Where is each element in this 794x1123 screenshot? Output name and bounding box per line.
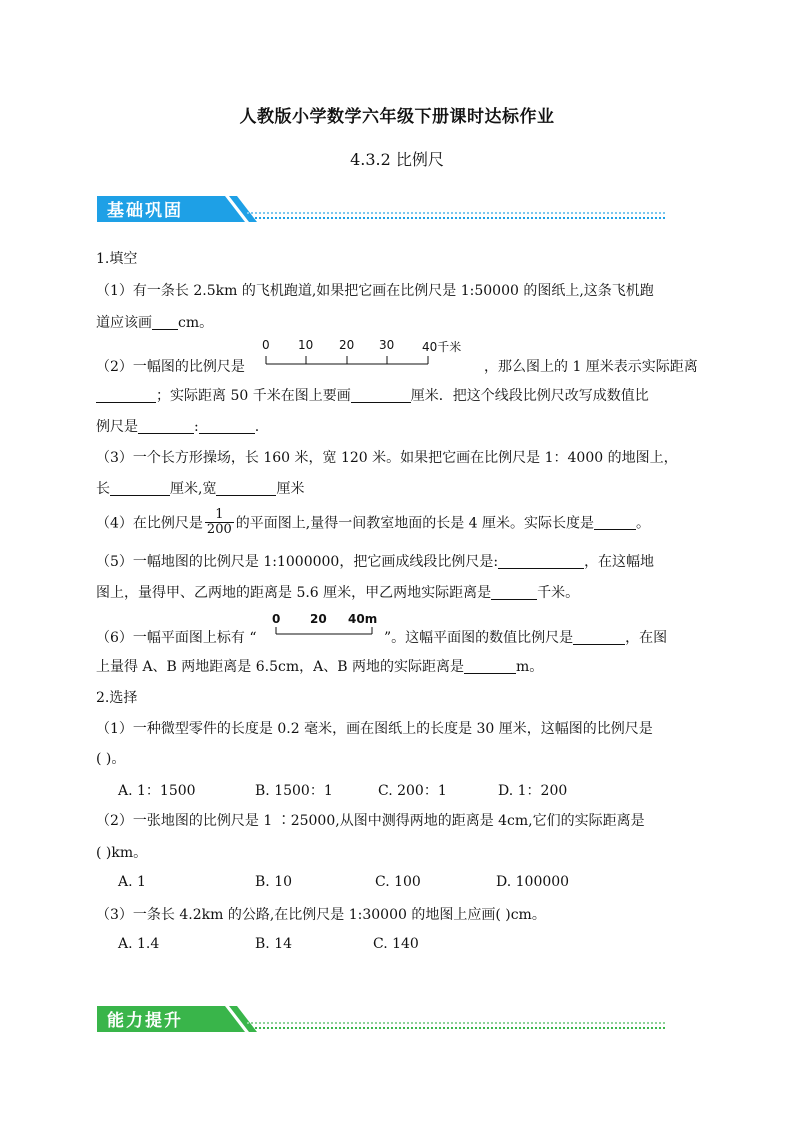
q2-heading: 2.选择 — [96, 690, 138, 706]
q1-p2-text2: ；实际距离 50 千米在图上要画 — [156, 388, 351, 404]
section-label-advanced: 能力提升 — [107, 1011, 183, 1031]
scale-fraction — [205, 508, 234, 537]
page-title: 人教版小学数学六年级下册课时达标作业 — [239, 107, 555, 127]
q1-p1-line1: （1）有一条长 2.5km 的飞机跑道,如果把它画在比例尺是 1:50000 的图纸上,这条飞机跑 — [96, 283, 654, 299]
q1-p6-line1-rest — [384, 627, 667, 647]
q1-p6-text4: 上量得 A、B 两地距离是 6.5cm，A、B 两地的实际距离是 — [96, 659, 464, 675]
q1-p2-line1-end: ，那么图上的 1 厘米表示实际距离 — [484, 359, 698, 375]
q2-s1-line2: ( )。 — [96, 751, 126, 767]
answer-blank[interactable] — [573, 630, 625, 645]
q2-s2-option-d[interactable]: D. 100000 — [496, 874, 570, 890]
answer-blank[interactable] — [594, 515, 636, 530]
page-subtitle: 4.3.2 比例尺 — [350, 150, 444, 169]
q1-p3-line2 — [96, 478, 304, 498]
q2-s2-option-b[interactable]: B. 10 — [255, 874, 293, 890]
q1-p3-text2: 厘米,宽 — [170, 481, 217, 497]
q2-s2-line2: ( )km。 — [96, 845, 148, 861]
q2-s2-option-a[interactable]: A. 1 — [118, 874, 146, 890]
scale-label-40: 40千米 — [422, 340, 462, 354]
q1-p1-line2 — [96, 312, 213, 332]
q2-s1-option-b[interactable]: B. 1500：1 — [255, 783, 333, 799]
q1-p3-text3: 厘米 — [276, 481, 305, 497]
period: . — [254, 419, 260, 435]
answer-blank[interactable] — [216, 481, 276, 496]
answer-blank[interactable] — [491, 585, 537, 600]
q1-p2-line2 — [96, 385, 649, 405]
q2-s3-line1: （3）一条长 4.2km 的公路,在比例尺是 1:30000 的地图上应画( )cm。 — [96, 907, 546, 923]
q1-p5-text3: 图上，量得甲、乙两地的距离是 5.6 厘米，甲乙两地实际距离是 — [96, 585, 492, 601]
q1-p2-line1 — [96, 356, 245, 376]
line-scale-40m — [268, 612, 382, 640]
section-label-basic: 基础巩固 — [107, 201, 183, 221]
q2-s2-option-c[interactable]: C. 100 — [375, 874, 421, 890]
section-banner-basic — [97, 192, 669, 226]
q1-heading: 1.填空 — [96, 251, 138, 267]
q2-s1-line1: （1）一种微型零件的长度是 0.2 毫米，画在图纸上的长度是 30 厘米，这幅图的比例尺是 — [96, 721, 653, 737]
q1-p3-line1: （3）一个长方形操场，长 160 米，宽 120 米。如果把它画在比例尺是 1：4000 的地图上， — [96, 450, 678, 466]
scale2-label-40m: 40m — [348, 612, 378, 626]
q1-p1-unit: cm。 — [178, 315, 214, 331]
answer-blank[interactable] — [96, 388, 156, 403]
q1-p6-text-start: （6）一幅平面图上标有 “ — [96, 630, 257, 646]
answer-blank[interactable] — [464, 659, 516, 674]
q1-p6-line2 — [96, 656, 543, 676]
scale-label-30: 30 — [379, 338, 395, 352]
q1-p2-text: （2）一幅图的比例尺是 — [96, 359, 245, 375]
q1-p2-text3: 厘米．把这个线段比例尺改写成数值比 — [410, 388, 649, 404]
answer-blank[interactable] — [138, 419, 194, 434]
scale-label-10: 10 — [298, 338, 314, 352]
q2-s1-option-a[interactable]: A. 1：1500 — [118, 783, 196, 799]
scale-label-20: 20 — [339, 338, 355, 352]
q1-p3-text1: 长 — [96, 481, 110, 497]
q1-p5-text4: 千米。 — [537, 585, 580, 601]
section-banner-advanced — [97, 1002, 669, 1036]
fraction-numerator: 1 — [205, 508, 234, 523]
q1-p4-text2: 的平面图上,量得一间教室地面的长是 4 厘米。实际长度是 — [235, 515, 595, 532]
q2-s3-option-b[interactable]: B. 14 — [255, 936, 293, 952]
q1-p5-line2 — [96, 582, 579, 602]
q2-s2-line1: （2）一张地图的比例尺是 1 ∶25000,从图中测得两地的距离是 4cm,它们的实际距离是 — [96, 813, 645, 829]
q1-p6-text5: m。 — [515, 659, 544, 675]
q1-p2-text4: 例尺是 — [96, 419, 138, 435]
q1-p4-end: 。 — [636, 515, 651, 532]
q2-s3-option-a[interactable]: A. 1.4 — [118, 936, 160, 952]
scale2-label-20: 20 — [310, 612, 327, 626]
answer-blank[interactable] — [199, 419, 255, 434]
q1-p4-text1: （4）在比例尺是 — [96, 515, 203, 532]
q1-p6-text3: ，在图 — [625, 630, 668, 646]
q2-s1-option-c[interactable]: C. 200：1 — [378, 783, 447, 799]
colon: : — [194, 419, 199, 435]
line-scale-40km — [258, 338, 478, 372]
scale2-label-0: 0 — [272, 612, 281, 626]
answer-blank[interactable] — [351, 388, 411, 403]
answer-blank[interactable] — [152, 315, 178, 330]
q2-s3-option-c[interactable]: C. 140 — [373, 936, 419, 952]
q1-p5-text2: ，在这幅地 — [584, 554, 655, 570]
q1-p1-text: 道应该画 — [96, 315, 152, 331]
q1-p5-line1 — [96, 551, 654, 571]
answer-blank[interactable] — [498, 554, 584, 569]
q1-p5-text1: （5）一幅地图的比例尺是 1:1000000，把它画成线段比例尺是: — [96, 554, 499, 570]
q1-p2-line3 — [96, 416, 259, 436]
scale-label-0: 0 — [262, 338, 270, 352]
q2-s1-option-d[interactable]: D. 1：200 — [498, 783, 568, 799]
fraction-denominator: 200 — [206, 522, 232, 537]
q1-p4-line — [96, 508, 650, 537]
answer-blank[interactable] — [110, 481, 170, 496]
q1-p6-text2: ”。这幅平面图的数值比例尺是 — [384, 630, 574, 646]
